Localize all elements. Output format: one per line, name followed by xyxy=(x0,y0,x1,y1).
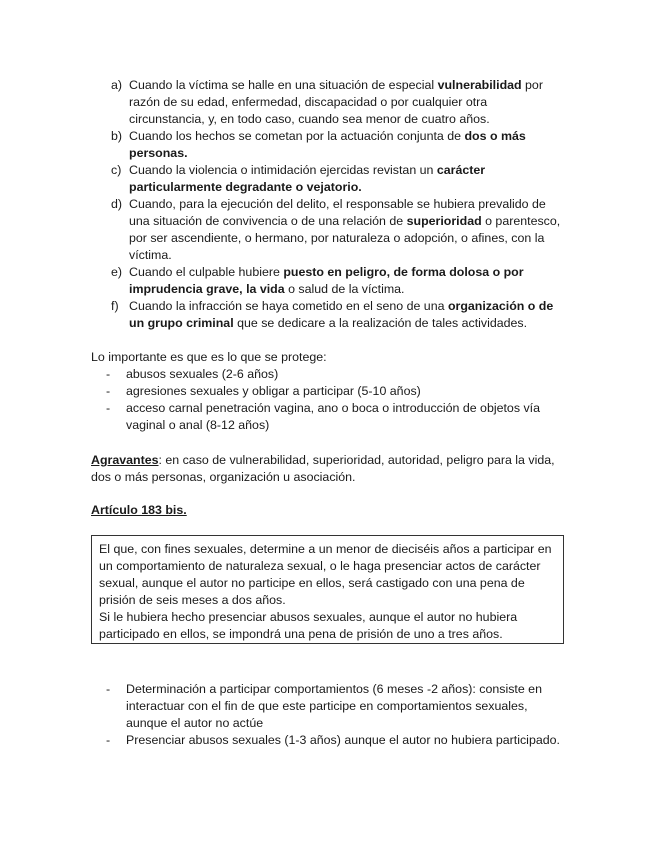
list-marker-d: d) xyxy=(111,197,123,211)
list-item-e-line1: Cuando el culpable hubiere puesto en peligro, de forma dolosa o por xyxy=(129,265,524,279)
article-box-line3: sexual, aunque el autor no participe en ellos, será castigado con una pena de xyxy=(99,576,525,590)
list-marker-a: a) xyxy=(111,78,123,92)
agravantes-line2: dos o más personas, organización u asociación. xyxy=(91,470,356,484)
protege-item-3-line2: vaginal o anal (8-12 años) xyxy=(126,418,270,432)
dash-marker: - xyxy=(106,682,111,696)
protege-item-2: agresiones sexuales y obligar a participar (5-10 años) xyxy=(126,384,421,398)
article-box-line6: participado en ellos, se impondrá una pena de prisión de uno a tres años. xyxy=(99,627,503,641)
bottom-item-1-line1: Determinación a participar comportamientos (6 meses -2 años): consiste en xyxy=(126,682,542,696)
list-item-b-line2: personas. xyxy=(129,146,188,160)
article-box-line5: Si le hubiera hecho presenciar abusos sexuales, aunque el autor no hubiera xyxy=(99,610,518,624)
bottom-item-1-line2: interactuar con el fin de que este participe en comportamientos sexuales, xyxy=(126,699,528,713)
list-item-c-line2: particularmente degradante o vejatorio. xyxy=(129,180,362,194)
list-item-d-line1: Cuando, para la ejecución del delito, el responsable se hubiera prevalido de xyxy=(129,197,546,211)
agravantes-line1: Agravantes: en caso de vulnerabilidad, superioridad, autoridad, peligro para la vida, xyxy=(91,453,555,467)
protege-item-3-line1: acceso carnal penetración vagina, ano o boca o introducción de objetos vía xyxy=(126,401,540,415)
dash-marker: - xyxy=(106,384,111,398)
article-box-line1: El que, con fines sexuales, determine a un menor de dieciséis años a participar en xyxy=(99,542,552,556)
list-marker-c: c) xyxy=(111,163,122,177)
list-item-f-line1: Cuando la infracción se haya cometido en el seno de una organización o de xyxy=(129,299,554,313)
list-item-f-line2: un grupo criminal que se dedicare a la realización de tales actividades. xyxy=(129,316,528,330)
dash-marker: - xyxy=(106,367,111,381)
article-title: Artículo 183 bis. xyxy=(91,503,187,517)
list-item-a-line1: Cuando la víctima se halle en una situación de especial vulnerabilidad por xyxy=(129,78,543,92)
list-item-b-line1: Cuando los hechos se cometan por la actuación conjunta de dos o más xyxy=(129,129,526,143)
list-item-d-line4: víctima. xyxy=(129,248,172,262)
agravantes-label: Agravantes xyxy=(91,453,159,467)
protege-intro: Lo importante es que es lo que se protege: xyxy=(91,350,327,364)
dash-marker: - xyxy=(106,401,111,415)
bottom-item-2: Presenciar abusos sexuales (1-3 años) aunque el autor no hubiera participado. xyxy=(126,733,560,747)
bottom-item-1-line3: aunque el autor no actúe xyxy=(126,716,264,730)
dash-marker: - xyxy=(106,733,111,747)
list-item-a-line3: circunstancia, y, en todo caso, cuando sea menor de cuatro años. xyxy=(129,112,490,126)
list-item-d-line3: por ser ascendiente, o hermano, por naturaleza o adopción, o afines, con la xyxy=(129,231,545,245)
article-box-line4: prisión de seis meses a dos años. xyxy=(99,593,286,607)
list-marker-f: f) xyxy=(111,299,119,313)
list-item-a-line2: razón de su edad, enfermedad, discapacidad o por cualquier otra xyxy=(129,95,488,109)
list-marker-b: b) xyxy=(111,129,123,143)
article-box-line2: un comportamiento de naturaleza sexual, o le haga presenciar actos de carácter xyxy=(99,559,541,573)
list-item-c-line1: Cuando la violencia o intimidación ejercidas revistan un carácter xyxy=(129,163,486,177)
list-marker-e: e) xyxy=(111,265,123,279)
protege-item-1: abusos sexuales (2-6 años) xyxy=(126,367,279,381)
list-item-d-line2: una situación de convivencia o de una relación de superioridad o parentesco, xyxy=(129,214,561,228)
list-item-e-line2: imprudencia grave, la vida o salud de la víctima. xyxy=(129,282,405,296)
